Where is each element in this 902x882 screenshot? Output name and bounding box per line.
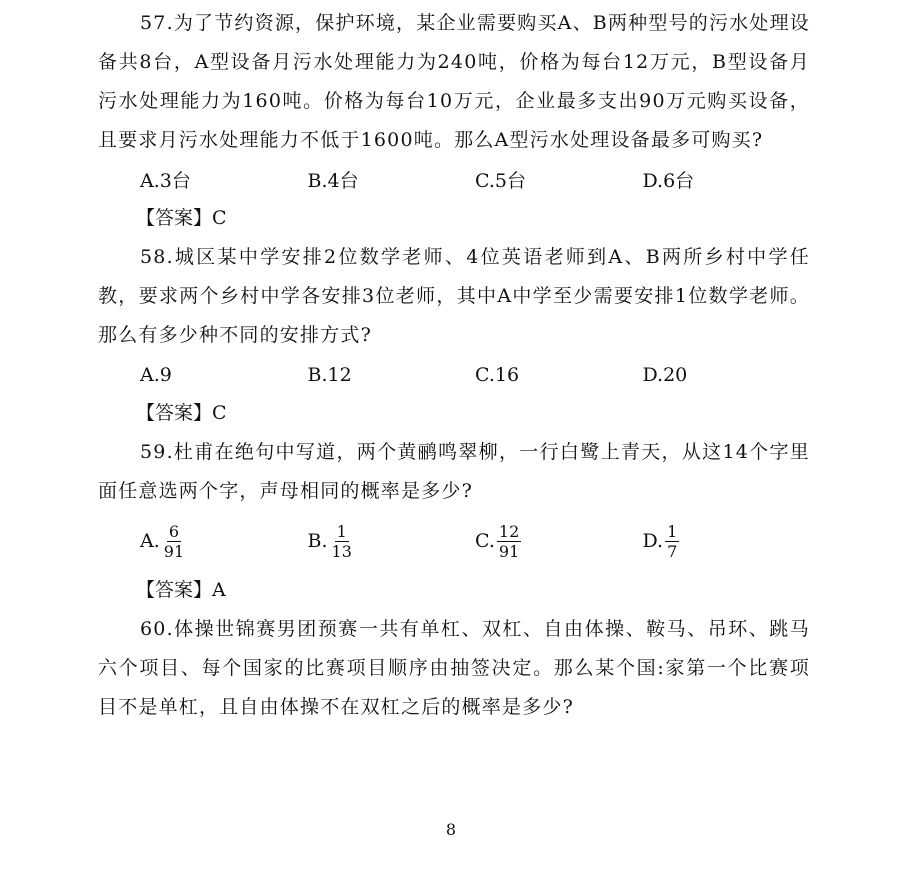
- option-a: A.3台: [140, 170, 191, 192]
- option-a: A.9: [140, 363, 172, 386]
- question-57-text: 57.为了节约资源，保护环境，某企业需要购买A、B两种型号的污水处理设备共8台，A型设备月污水处理能力为240吨，价格为每台12万元，B型设备月污水处理能力为160吨。价格为每台10万元，企业最多支出90万元购买设备，且要求月污水处理能力不低于1600吨。那么A型污水处理设备最多可购买?: [98, 12, 810, 151]
- question-58-options: [98, 355, 810, 394]
- document-page: [98, 0, 810, 727]
- fraction: [665, 523, 679, 560]
- denominator: 91: [498, 541, 520, 561]
- denominator: 91: [163, 541, 185, 561]
- question-60-text: 60.体操世锦赛男团预赛一共有单杠、双杠、自由体操、鞍马、吊环、跳马六个项目、每个国家的比赛项目顺序由抽签决定。那么某个国:家第一个比赛项目不是单杠，且自由体操不在双杠之后的概率是多少?: [98, 618, 810, 718]
- numerator: 12: [498, 521, 520, 541]
- question-59-answer: 【答案】A: [136, 579, 226, 601]
- option-label: A.: [140, 530, 160, 552]
- option-b: B.4台: [307, 170, 359, 192]
- option-d: D.6台: [642, 170, 695, 192]
- option-b: B.12: [307, 363, 352, 386]
- fraction: [162, 523, 186, 560]
- option-a: [140, 523, 308, 560]
- option-b: [308, 523, 476, 560]
- option-c: C.16: [475, 363, 520, 386]
- option-d: [643, 523, 811, 560]
- page-number: 8: [445, 820, 457, 839]
- question-59-text: 59.杜甫在绝句中写道，两个黄鹂鸣翠柳，一行白鹭上青天，从这14个字里面任意选两个字，声母相同的概率是多少?: [98, 441, 810, 502]
- denominator: 7: [667, 541, 678, 561]
- option-label: B.: [307, 530, 328, 552]
- fraction: [497, 523, 521, 560]
- fraction: [330, 523, 354, 560]
- question-58-answer: 【答案】C: [136, 402, 227, 424]
- question-57-options: [98, 160, 810, 199]
- denominator: 13: [331, 541, 352, 561]
- question-58-text: 58.城区某中学安排2位数学老师、4位英语老师到A、B两所乡村中学任教，要求两个乡村中学各安排3位老师，其中A中学至少需要安排1位数学老师。那么有多少种不同的安排方式?: [98, 246, 810, 346]
- question-57-answer: 【答案】C: [136, 207, 227, 229]
- option-c: C.5台: [475, 170, 526, 192]
- numerator: 1: [667, 521, 678, 541]
- option-label: C.: [475, 530, 495, 552]
- option-d: D.20: [642, 363, 688, 386]
- numerator: 1: [336, 521, 347, 541]
- question-59-options: [98, 511, 810, 571]
- option-label: D.: [642, 530, 664, 552]
- numerator: 6: [168, 521, 180, 541]
- option-c: [475, 523, 643, 560]
